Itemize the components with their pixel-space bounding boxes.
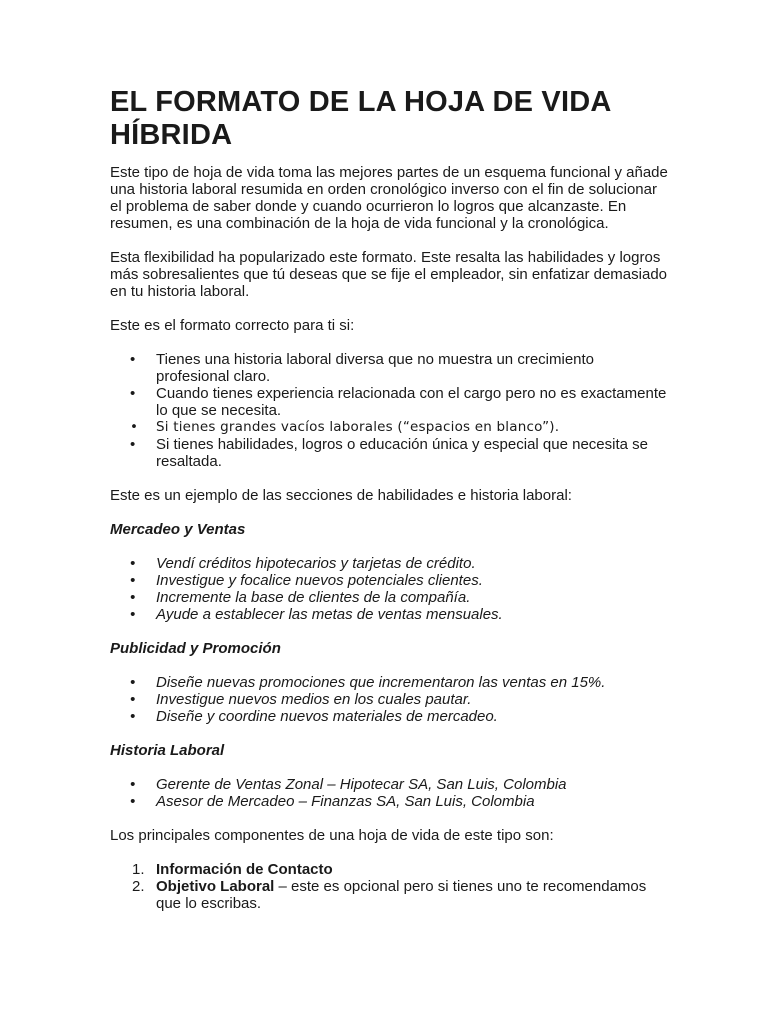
list-item: • Vendí créditos hipotecarios y tarjetas de crédito.	[110, 555, 670, 572]
list-item: • Asesor de Mercadeo – Finanzas SA, San Luis, Colombia	[110, 793, 670, 810]
list-item	[110, 878, 670, 912]
mercadeo-list	[110, 555, 670, 623]
intro-paragraph: Este tipo de hoja de vida toma las mejores partes de un esquema funcional y añade una historia laboral resumida en orden cronológico inverso con el fin de solucionar el problema de saber donde y cuando ocurrieron lo logros que alcanzaste. En resumen, es una combinación de la hoja de vida funcional y la cronológica.	[110, 164, 668, 232]
example-intro: Este es un ejemplo de las secciones de habilidades e historia laboral:	[110, 487, 572, 504]
component-title: Información de Contacto	[156, 861, 333, 878]
list-item: • Si tienes grandes vacíos laborales (“espacios en blanco”).	[110, 419, 670, 436]
historia-list	[110, 776, 670, 810]
list-item	[110, 861, 670, 878]
list-item: • Tienes una historia laboral diversa que no muestra un crecimiento profesional claro.	[110, 351, 670, 385]
page-title: EL FORMATO DE LA HOJA DE VIDA HÍBRIDA	[110, 86, 611, 151]
flexibility-paragraph: Esta flexibilidad ha popularizado este formato. Este resalta las habilidades y logros más sobresalientes que tú deseas que se fije el empleador, sin enfatizar demasiado en tu historia laboral.	[110, 249, 667, 300]
components-list	[110, 861, 670, 912]
document-page	[110, 86, 670, 929]
component-description: – este es opcional pero si tienes uno te recomendamos que lo escribas.	[156, 878, 647, 912]
section-heading-publicidad: Publicidad y Promoción	[110, 640, 281, 657]
section-heading-historia: Historia Laboral	[110, 742, 225, 759]
publicidad-list	[110, 674, 670, 725]
list-item: • Si tienes habilidades, logros o educación única y especial que necesita se resaltada.	[110, 436, 670, 470]
list-item: • Diseñe nuevas promociones que incrementaron las ventas en 15%.	[110, 674, 670, 691]
components-intro: Los principales componentes de una hoja de vida de este tipo son:	[110, 827, 554, 844]
criteria-list	[110, 351, 670, 470]
list-item: • Gerente de Ventas Zonal – Hipotecar SA, San Luis, Colombia	[110, 776, 670, 793]
list-item: • Incremente la base de clientes de la compañía.	[110, 589, 670, 606]
list-number: 1.	[132, 861, 145, 878]
list-item: • Ayude a establecer las metas de ventas mensuales.	[110, 606, 670, 623]
list-item: • Investigue nuevos medios en los cuales pautar.	[110, 691, 670, 708]
list-number: 2.	[132, 878, 145, 895]
criteria-intro: Este es el formato correcto para ti si:	[110, 317, 355, 334]
list-item: • Diseñe y coordine nuevos materiales de mercadeo.	[110, 708, 670, 725]
section-heading-mercadeo: Mercadeo y Ventas	[110, 521, 246, 538]
list-item: • Cuando tienes experiencia relacionada con el cargo pero no es exactamente lo que se necesita.	[110, 385, 670, 419]
list-item: • Investigue y focalice nuevos potenciales clientes.	[110, 572, 670, 589]
component-title: Objetivo Laboral	[156, 878, 275, 895]
